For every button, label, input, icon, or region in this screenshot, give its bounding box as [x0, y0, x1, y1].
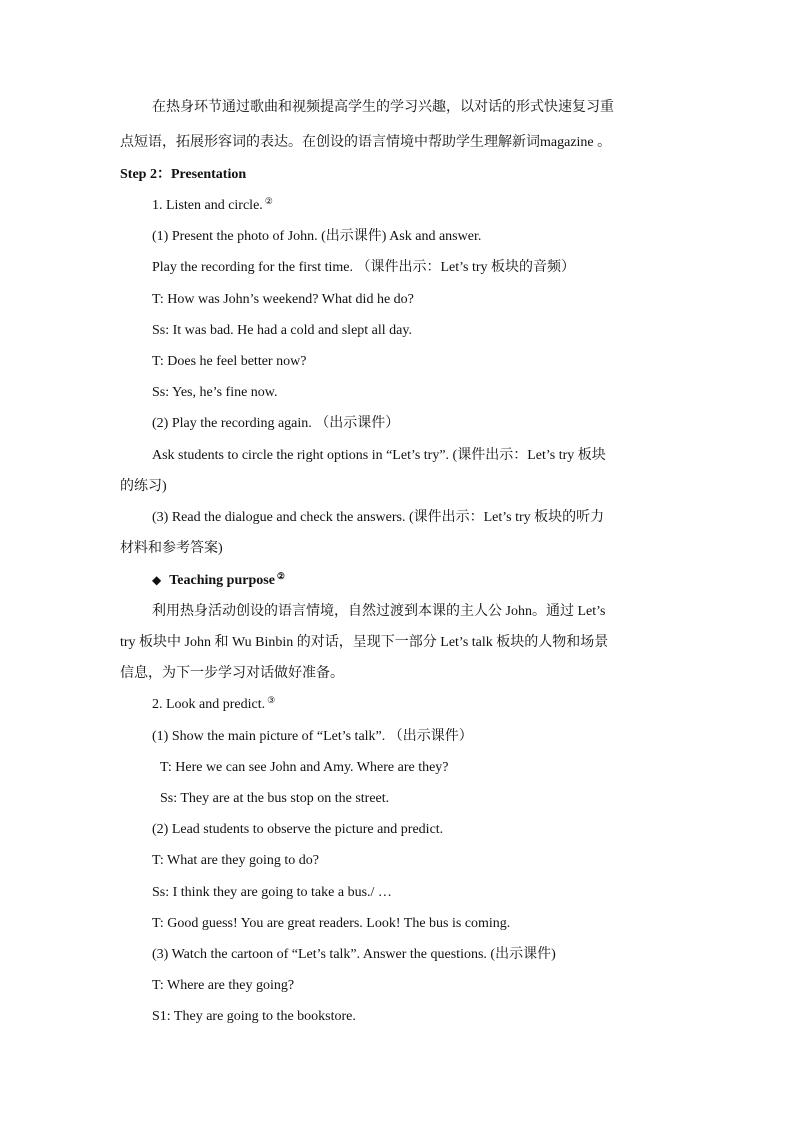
section1-circle-instruction-line-2: 的练习)	[120, 479, 167, 494]
section1-title	[0, 196, 794, 216]
section2-title-text: 2. Look and predict.	[152, 697, 266, 712]
teaching-purpose-line-1: 利用热身活动创设的语言情境，自然过渡到本课的主人公 John。通过 Let’s	[152, 604, 606, 619]
teaching-purpose-heading	[0, 570, 794, 591]
footnote-mark: ③	[267, 695, 276, 705]
dialogue-line: Ss: They are at the bus stop on the street.	[160, 791, 390, 806]
teaching-purpose-line-2: try 板块中 John 和 Wu Binbin 的对话，呈现下一部分 Let’s talk 板块的人物和场景	[120, 635, 609, 650]
section1-step2: (2) Play the recording again. （出示课件）	[152, 416, 400, 431]
section1-recording-instruction: Play the recording for the first time. （课件出示：Let’s try 板块的音频）	[152, 260, 576, 275]
section1-step1: (1) Present the photo of John. (出示课件) Ask and answer.	[152, 229, 482, 244]
section1-step3-line-1: (3) Read the dialogue and check the answers. (课件出示：Let’s try 板块的听力	[152, 510, 605, 525]
diamond-bullet-icon: ◆	[152, 573, 162, 587]
section2-step1: (1) Show the main picture of “Let’s talk”. （出示课件）	[152, 729, 473, 744]
dialogue-line: T: Where are they going?	[152, 978, 295, 993]
intro-paragraph-line-1: 在热身环节通过歌曲和视频提高学生的学习兴趣，以对话的形式快速复习重	[152, 100, 614, 115]
section1-title-text: 1. Listen and circle.	[152, 198, 263, 213]
teaching-purpose-label: Teaching purpose	[169, 573, 275, 588]
footnote-mark: ②	[264, 196, 273, 206]
section2-step2: (2) Lead students to observe the picture and predict.	[152, 822, 444, 837]
intro-paragraph-line-2: 点短语，拓展形容词的表达。在创设的语言情境中帮助学生理解新词magazine 。	[120, 135, 612, 150]
dialogue-line: Ss: It was bad. He had a cold and slept all day.	[152, 323, 412, 338]
dialogue-line: T: Does he feel better now?	[152, 354, 307, 369]
dialogue-line: T: Good guess! You are great readers. Look! The bus is coming.	[152, 916, 511, 931]
section1-circle-instruction-line-1: Ask students to circle the right options in “Let’s try”. (课件出示：Let’s try 板块	[152, 448, 606, 463]
teaching-purpose-line-3: 信息，为下一步学习对话做好准备。	[120, 666, 344, 681]
dialogue-line: Ss: Yes, he’s fine now.	[152, 385, 278, 400]
section2-title	[0, 695, 794, 715]
dialogue-line: T: What are they going to do?	[152, 853, 319, 868]
section1-step3-line-2: 材料和参考答案)	[120, 541, 223, 556]
dialogue-line: T: Here we can see John and Amy. Where are they?	[160, 760, 449, 775]
dialogue-line: S1: They are going to the bookstore.	[152, 1009, 356, 1024]
dialogue-line: Ss: I think they are going to take a bus./ …	[152, 885, 392, 900]
step2-heading: Step 2：Presentation	[120, 167, 247, 182]
dialogue-line: T: How was John’s weekend? What did he do?	[152, 292, 414, 307]
footnote-mark: ②	[276, 571, 285, 581]
section2-step3: (3) Watch the cartoon of “Let’s talk”. Answer the questions. (出示课件)	[152, 947, 556, 962]
